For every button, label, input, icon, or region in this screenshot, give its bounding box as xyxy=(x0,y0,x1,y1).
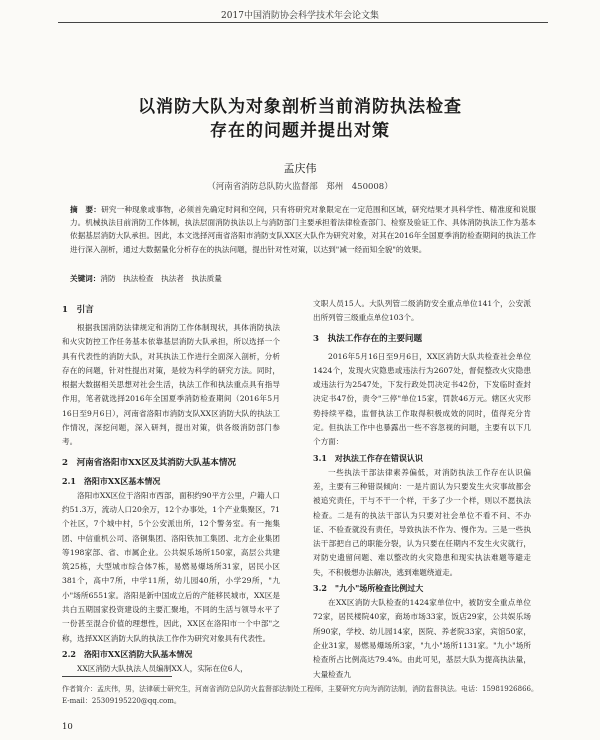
author-footnote: 作者简介：孟庆伟，男，法律硕士研究生，河南省消防总队防火监督部法制处工程师，主要研究方向为消防法制，消防监督执法。电话：15981926866。E-mail：25309195220@qq.com。 xyxy=(62,685,538,705)
section-3-1-heading: 3.1 对执法工作存在错误认识 xyxy=(313,452,423,463)
page-number: 10 xyxy=(62,722,73,732)
section-1-paragraph: 根据我国消防法律规定和消防工作体制现状，具体消防执法和火灾防控工作任务基本依靠基层消防大队承担，所以选择一个具有代表性的消防大队，对其执法工作进行全面深入剖析，分析存在的问题，针对性提出对策，是较为科学的研究方法。同时，根据大数据相关思想对社会生活，执法工作和执法重点具有指导作用，笔者就选择2016年全国夏季消防检查期间（2016年5月16日至9月6日），河南省洛阳市消防支队XX区消防大队的执法工作情况，深挖问题，深入研判，提出对策，供各级消防部门参考。 xyxy=(62,323,280,447)
running-header: 2017中国消防协会科学技术年会论文集 xyxy=(221,11,379,21)
left-column xyxy=(62,297,280,676)
right-column xyxy=(313,297,531,682)
header-rule xyxy=(58,22,548,23)
section-2-1-heading: 2.1 洛阳市XX区基本情况 xyxy=(62,475,161,486)
section-3-2-heading: 3.2 "九小"场所检查比例过大 xyxy=(313,583,424,594)
section-2-1-paragraph: 洛阳市XX区位于洛阳市西部，面积约90平方公里，户籍人口约51.3万，流动人口20余万，12个办事处，1个产业集聚区，71个社区，7个城中村，5个公安派出所，12个警务室。有一拖集团、中信重机公司、洛铜集团、洛阳铁加工集团、北方企业集团等198家部、省、市属企业。公共娱乐场所150家，高层公共建筑25栋，大型城市综合体7栋，易燃易爆场所31家，居民小区381个，高中7所，中学11所，幼儿园40所，小学29所，"九小"场所6551家。洛阳是新中国成立后的产能移民城市，XX区是共白五期国家投资建设的主要汇聚地，不同的生活与领导水平了一份甚至混合价值的理想性，因此，XX区在洛阳市一个中部"之称，选择XX区消防大队的执法工作作为研究对象具有代表性。 xyxy=(62,490,280,643)
section-3-1-paragraph: 一些执法干部法律素养偏低，对消防执法工作存在认识偏差，主要有三种错误倾向：一是片面认为只要发生火灾事故都会被追究责任，干与不干一个样，干多了少一个样，则以不愿执法检查。二是有的执法干部认为只要对社会单位不看不问、不办证、不验查就没有责任，导致执法不作为、慢作为。三是一些执法干部把自己的职能分裂，认为只要在任期内不发生火灾就行，对防史遗留问题、难以整改的火灾隐患和现实执法难题等避走失，不积极想办法解决，逃到难题绕道走。 xyxy=(313,467,531,577)
paper-title-line-1: 以消防大队为对象剖析当前消防执法检查 xyxy=(138,97,462,117)
affiliation: （河南省消防总队防火监督部 郑州 450008） xyxy=(207,182,393,192)
paper-title-line-2: 存在的问题并提出对策 xyxy=(210,121,390,141)
section-3-paragraph: 2016年5月16日至9月6日，XX区消防大队共检查社会单位1424个，发现火灾隐患或违法行为2607处，督促整改火灾隐患或违法行为2547处，下发行政处罚决定书42份，下发临时查封决定书47份，责令"三停"单位15家，罚款46万元。辖区火灾形势持续平稳，监督执法工作取得积极成效的同时，值得充分肯定。但执法工作中也暴露出一些不容忽视的问题，主要有以下几个方面： xyxy=(313,351,531,447)
section-2-2-paragraph: XX区消防大队执法人员编制XX人，实际在位6人， xyxy=(77,663,248,673)
abstract-label: 摘 要： xyxy=(70,205,102,214)
keywords xyxy=(70,273,536,284)
keywords-label: 关键词： xyxy=(70,274,101,283)
section-2-heading: 2 河南省洛阳市XX区及其消防大队基本情况 xyxy=(62,457,237,468)
section-3-heading: 3 执法工作存在的主要问题 xyxy=(313,333,423,344)
footnote-rule xyxy=(62,676,172,677)
abstract xyxy=(70,203,536,256)
section-2-2-heading: 2.2 洛阳市XX区消防大队基本情况 xyxy=(62,648,193,659)
section-3-2-paragraph: 在XX区消防大队检查的1424家单位中，被防安全重点单位72家，居民楼院40家，商场市场33家，饭店29家，公共娱乐场所90家，学校、幼儿园14家，医院、养老院33家，宾馆50家，企业31家，易燃易爆场所3家，"九小"场所1131家。"九小"场所检查所占比例高达79.4%。由此可见，基层大队为提高执法量，大量检查九 xyxy=(313,598,531,679)
author: 孟庆伟 xyxy=(283,162,317,175)
abstract-text: 研究一种现象或事物，必须首先确定时间和空间，只有将研究对象限定在一定范围和区域，研究结果才具科学性、精准度和说服力。机械执法目前消防工作体制，执法层面消防执法以上与消防部门主要承担着法律检查部门、检察及验证工作、具体消防执法工作为基本依据基层消防大队承担。因此，本文选择河南省洛阳市消防支队XX区大队作为研究对象，对其在2016年全国夏季消防检查期间的执法工作进行深入剖析，通过大数据量化分析存在的执法问题，提出针对性对策，以达到"减一经而知全貌"的效果。 xyxy=(70,205,536,254)
continued-paragraph: 文职人员15人。大队列管二级消防安全重点单位141个，公安派出所列管三级重点单位103个。 xyxy=(313,299,531,323)
keywords-text: 消防 执法检查 执法者 执法质量 xyxy=(100,274,222,283)
section-1-heading: 1 引言 xyxy=(62,305,94,315)
